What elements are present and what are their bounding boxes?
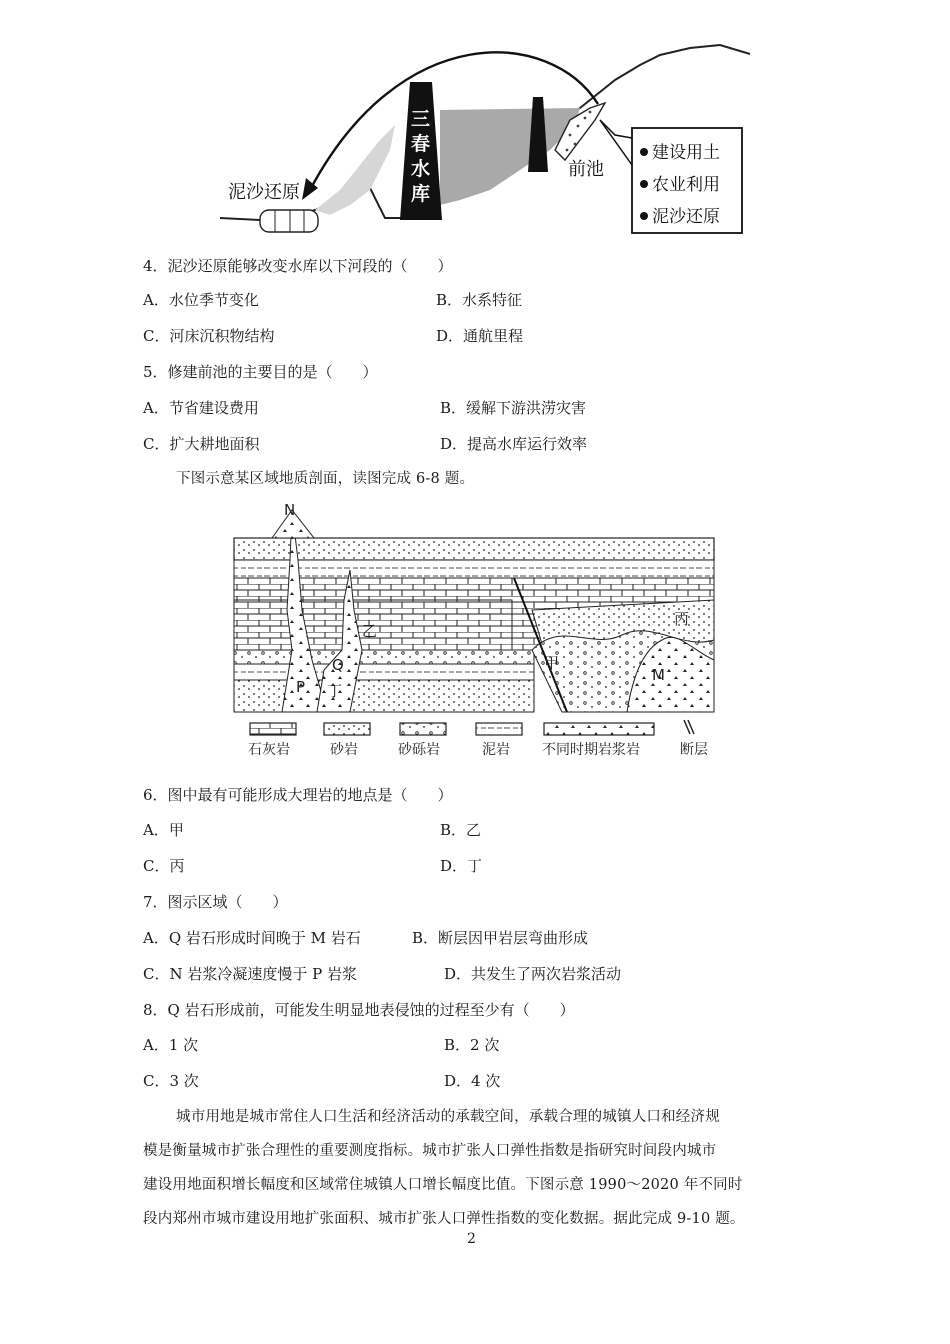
- q4-option-b: B．水系特征: [436, 291, 523, 309]
- passage-line-3: 建设用地面积增长幅度和区域常住城镇人口增长幅度比值。下图示意 1990～2020 年不同时: [143, 1177, 743, 1193]
- section-legend: [250, 720, 694, 735]
- layer-conglomerate: [234, 650, 534, 664]
- q7-option-a: A．Q 岩石形成时间晚于 M 岩石: [143, 929, 361, 947]
- q4-option-a: A．水位季节变化: [143, 291, 259, 309]
- label-n: N: [284, 501, 296, 519]
- label-bing: 丙: [674, 610, 690, 628]
- layer-mudstone-1: [234, 560, 714, 578]
- layer-sandstone-top: [234, 538, 714, 560]
- legend-agri: 农业利用: [652, 175, 720, 195]
- svg-text:水: 水: [411, 158, 431, 180]
- q4-option-d: D．通航里程: [436, 327, 524, 345]
- q6-option-a: A．甲: [143, 821, 184, 839]
- legend-igneous: 不同时期岩浆岩: [542, 742, 640, 758]
- svg-text:三: 三: [411, 108, 431, 130]
- q8-option-b: B．2 次: [444, 1036, 500, 1054]
- q6-option-c: C．丙: [143, 857, 185, 875]
- label-jia: 甲: [544, 654, 560, 672]
- geologic-section: [232, 500, 722, 765]
- q4-option-c: C．河床沉积物结构: [143, 327, 275, 345]
- sediment-plume: [315, 125, 395, 215]
- forebay-label: 前池: [568, 159, 604, 180]
- layer-mudstone-2: [234, 664, 534, 680]
- q5-option-d: D．提高水库运行效率: [440, 435, 588, 453]
- intro-6-8: 下图示意某区域地质剖面，读图完成 6-8 题。: [176, 471, 475, 487]
- legend-sediment: 泥沙还原: [652, 207, 720, 227]
- q7-option-d: D．共发生了两次岩浆活动: [444, 965, 622, 983]
- reservoir-water: [440, 108, 580, 205]
- q4-stem: 4．泥沙还原能够改变水库以下河段的（ ）: [143, 257, 453, 275]
- q6-option-d: D．丁: [440, 857, 483, 875]
- sediment-label: 泥沙还原: [228, 182, 300, 203]
- q5-option-a: A．节省建设费用: [143, 399, 259, 417]
- label-m: M: [652, 666, 665, 684]
- q8-option-a: A．1 次: [143, 1036, 199, 1054]
- label-yi: 乙: [362, 622, 378, 640]
- q6-option-b: B．乙: [440, 821, 482, 839]
- q7-option-b: B．断层因甲岩层弯曲形成: [412, 929, 589, 947]
- legend-fault: 断层: [680, 742, 708, 758]
- svg-text:库: 库: [411, 183, 431, 205]
- legend-limestone: 石灰岩: [248, 742, 290, 758]
- layer-sandstone-bottom: [234, 680, 534, 712]
- legend-sandstone: 砂岩: [330, 742, 358, 758]
- callout-line: [600, 120, 632, 138]
- q8-stem: 8．Q 岩石形成前，可能发生明显地表侵蚀的过程至少有（ ）: [143, 1001, 575, 1019]
- q8-option-d: D．4 次: [444, 1072, 501, 1090]
- q6-stem: 6．图中最有可能形成大理岩的地点是（ ）: [143, 786, 453, 804]
- label-p: P: [296, 678, 306, 696]
- q7-option-c: C．N 岩浆冷凝速度慢于 P 岩浆: [143, 965, 358, 983]
- small-dam: [528, 97, 548, 172]
- q8-option-c: C．3 次: [143, 1072, 199, 1090]
- q7-stem: 7．图示区域（ ）: [143, 893, 288, 911]
- label-ding: 丁: [327, 682, 343, 700]
- label-q: Q: [332, 656, 344, 674]
- passage-line-2: 模是衡量城市扩张合理性的重要测度指标。城市扩张人口弹性指数是指研究时间段内城市: [143, 1143, 717, 1159]
- svg-text:春: 春: [411, 133, 431, 155]
- legend-build: 建设用土: [652, 143, 720, 163]
- q5-stem: 5．修建前池的主要目的是（ ）: [143, 363, 378, 381]
- legend-conglomerate: 砂砾岩: [398, 742, 440, 758]
- passage-line-1: 城市用地是城市常住人口生活和经济活动的承载空间，承载合理的城镇人口和经济规: [176, 1109, 720, 1125]
- passage-line-4: 段内郑州市城市建设用地扩张面积、城市扩张人口弹性指数的变化数据。据此完成 9-10 题。: [143, 1211, 745, 1227]
- page-number: 2: [467, 1231, 476, 1247]
- q5-option-c: C．扩大耕地面积: [143, 435, 260, 453]
- legend-mudstone: 泥岩: [482, 742, 510, 758]
- sediment-bags: [260, 210, 318, 232]
- q5-option-b: B．缓解下游洪涝灾害: [440, 399, 587, 417]
- reservoir-diagram: [220, 40, 760, 245]
